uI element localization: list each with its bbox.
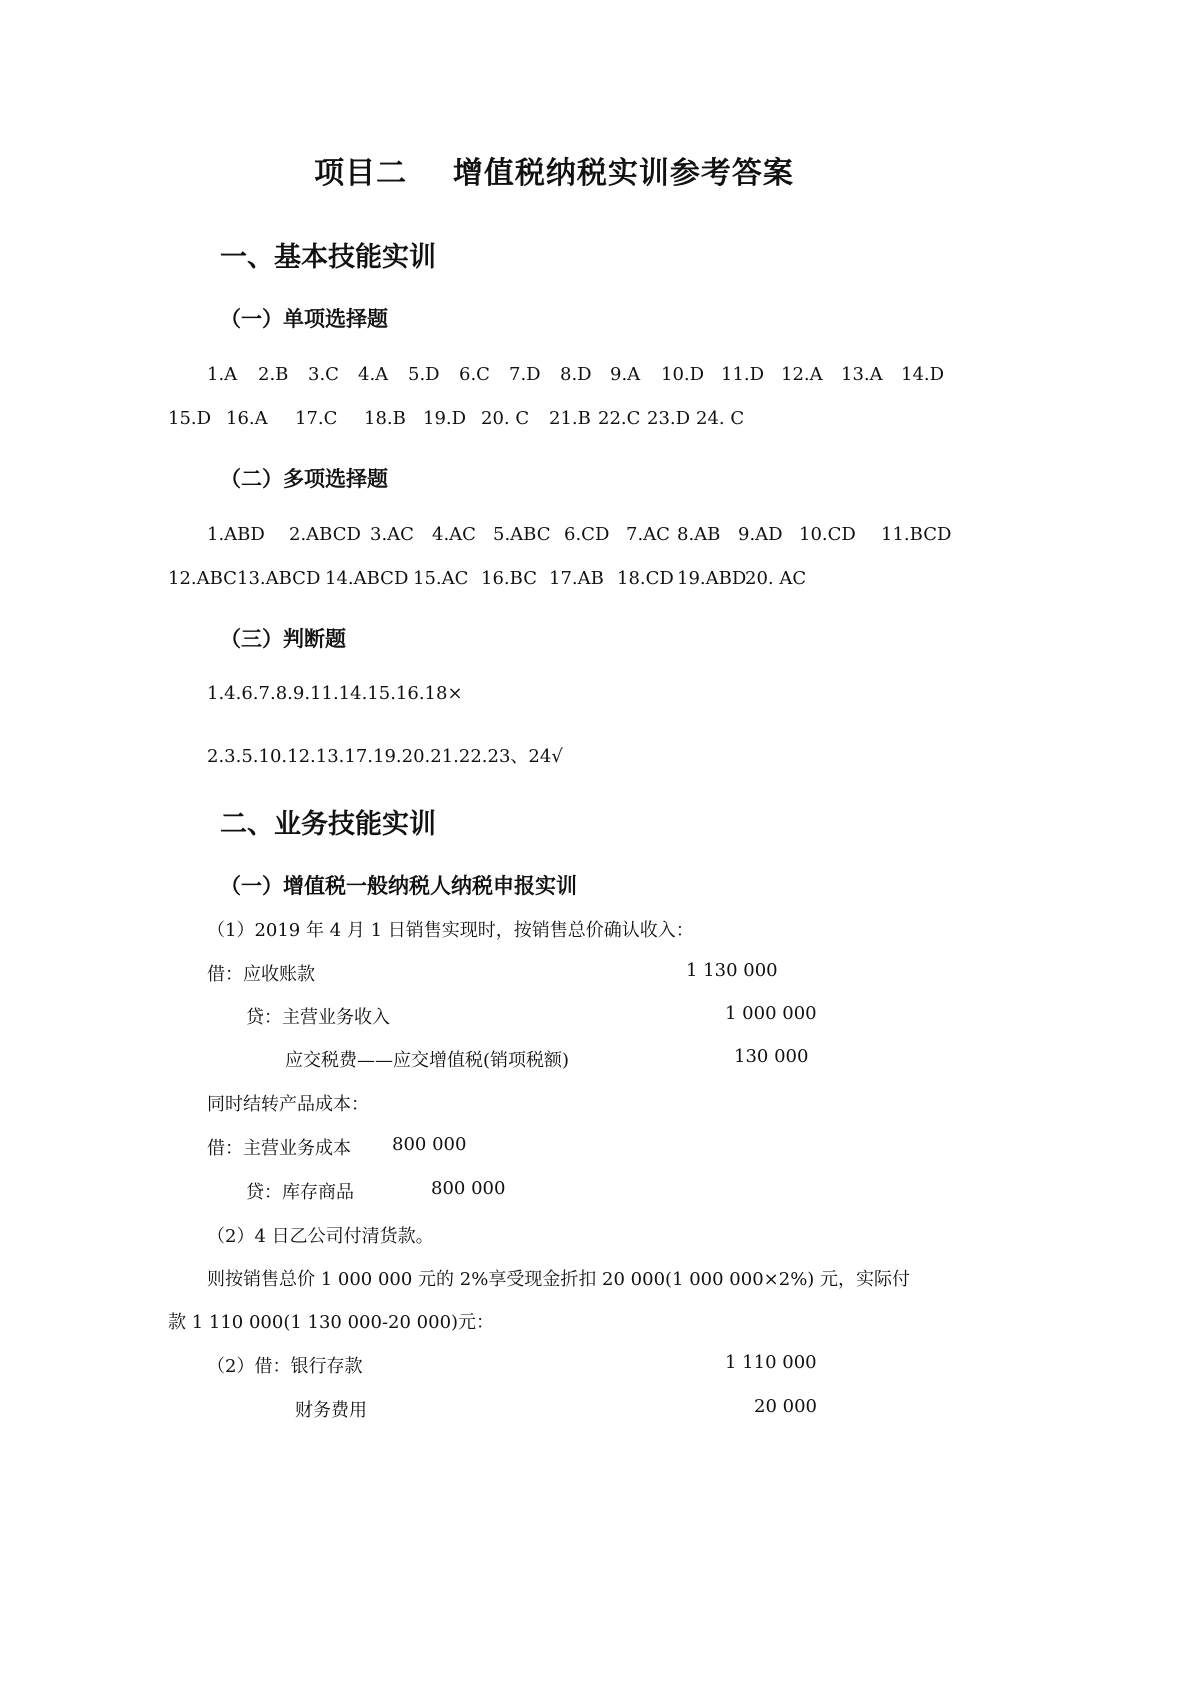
answer-item: 9.AD (738, 524, 783, 545)
answer-item: 3.AC (370, 524, 414, 545)
answer-item: 2.B (258, 364, 289, 385)
answer-item: 3.C (308, 364, 339, 385)
answer-item: 5.D (408, 364, 440, 385)
answer-item: 11.BCD (881, 524, 952, 545)
answer-item: 23.D (647, 408, 691, 429)
subsection-heading-multi-choice: （二）多项选择题 (220, 467, 388, 491)
answer-item: 16.A (226, 408, 268, 429)
false-answers-line: 1.4.6.7.8.9.11.14.15.16.18× (207, 683, 463, 704)
answer-item: 10.CD (799, 524, 856, 545)
answer-item: 4.AC (432, 524, 476, 545)
entry-credit-label: 贷：主营业务收入 (246, 1007, 390, 1028)
answer-item: 7.D (509, 364, 541, 385)
answer-item: 1.ABD (207, 524, 265, 545)
section-heading-business-skills: 二、业务技能实训 (220, 809, 436, 840)
subsection-heading-true-false: （三）判断题 (220, 627, 346, 651)
entry-debit-label: 借：主营业务成本 (207, 1138, 351, 1159)
paragraph-continuation: 款 1 110 000(1 130 000-20 000)元： (168, 1312, 495, 1333)
entry-debit-amount: 800 000 (392, 1134, 467, 1155)
answer-item: 18.CD (617, 568, 674, 589)
entry-debit-label: （2）借：银行存款 (207, 1356, 363, 1377)
entry-debit-amount: 1 110 000 (725, 1352, 817, 1373)
entry-credit-label: 贷：库存商品 (246, 1182, 354, 1203)
paragraph: 同时结转产品成本： (207, 1094, 369, 1115)
paragraph: 则按销售总价 1 000 000 元的 2%享受现金折扣 20 000(1 000 000×2%) 元，实际付 (207, 1269, 911, 1290)
answer-item: 20. AC (745, 568, 807, 589)
answer-item: 15.D (168, 408, 212, 429)
answer-item: 10.D (661, 364, 705, 385)
answer-item: 17.C (295, 408, 338, 429)
entry-debit-label: 借：应收账款 (207, 964, 315, 985)
entry-credit-amount: 130 000 (734, 1046, 809, 1067)
answer-item: 6.CD (564, 524, 610, 545)
answer-item: 6.C (459, 364, 490, 385)
answer-item: 8.AB (677, 524, 721, 545)
entry-credit-amount: 1 000 000 (725, 1003, 817, 1024)
answer-item: 16.BC (481, 568, 537, 589)
answer-item: 19.ABD (677, 568, 747, 589)
answer-item: 1.A (207, 364, 238, 385)
answer-item: 22.C (598, 408, 641, 429)
entry-debit-amount: 20 000 (754, 1396, 817, 1417)
page-title: 项目二 增值税纳税实训参考答案 (314, 156, 794, 191)
answer-item: 12.ABC (168, 568, 237, 589)
true-answers-line: 2.3.5.10.12.13.17.19.20.21.22.23、24√ (207, 746, 563, 767)
entry-credit-label: 应交税费——应交增值税(销项税额) (285, 1050, 570, 1071)
answer-item: 8.D (560, 364, 592, 385)
answer-item: 21.B (549, 408, 591, 429)
answer-item: 24. C (696, 408, 745, 429)
paragraph: （1）2019 年 4 月 1 日销售实现时，按销售总价确认收入： (207, 920, 694, 941)
answer-item: 12.A (781, 364, 823, 385)
subsection-heading-single-choice: （一）单项选择题 (220, 307, 388, 331)
answer-item: 13.ABCD (237, 568, 321, 589)
answer-item: 17.AB (549, 568, 604, 589)
answer-item: 14.D (901, 364, 945, 385)
answer-item: 13.A (841, 364, 883, 385)
answer-item: 9.A (610, 364, 641, 385)
answer-item: 11.D (721, 364, 765, 385)
answer-item: 4.A (358, 364, 389, 385)
answer-item: 15.AC (413, 568, 469, 589)
answer-item: 2.ABCD (289, 524, 361, 545)
answer-item: 20. C (481, 408, 530, 429)
answer-item: 18.B (364, 408, 406, 429)
paragraph: （2）4 日乙公司付清货款。 (207, 1226, 434, 1247)
answer-item: 7.AC (626, 524, 670, 545)
entry-debit-label: 财务费用 (295, 1400, 367, 1421)
section-heading-basic-skills: 一、基本技能实训 (220, 242, 436, 273)
entry-credit-amount: 800 000 (431, 1178, 506, 1199)
answer-item: 5.ABC (493, 524, 551, 545)
answer-item: 19.D (423, 408, 467, 429)
entry-debit-amount: 1 130 000 (686, 960, 778, 981)
answer-item: 14.ABCD (325, 568, 409, 589)
subsection-heading-vat-filing: （一）增值税一般纳税人纳税申报实训 (220, 874, 577, 898)
